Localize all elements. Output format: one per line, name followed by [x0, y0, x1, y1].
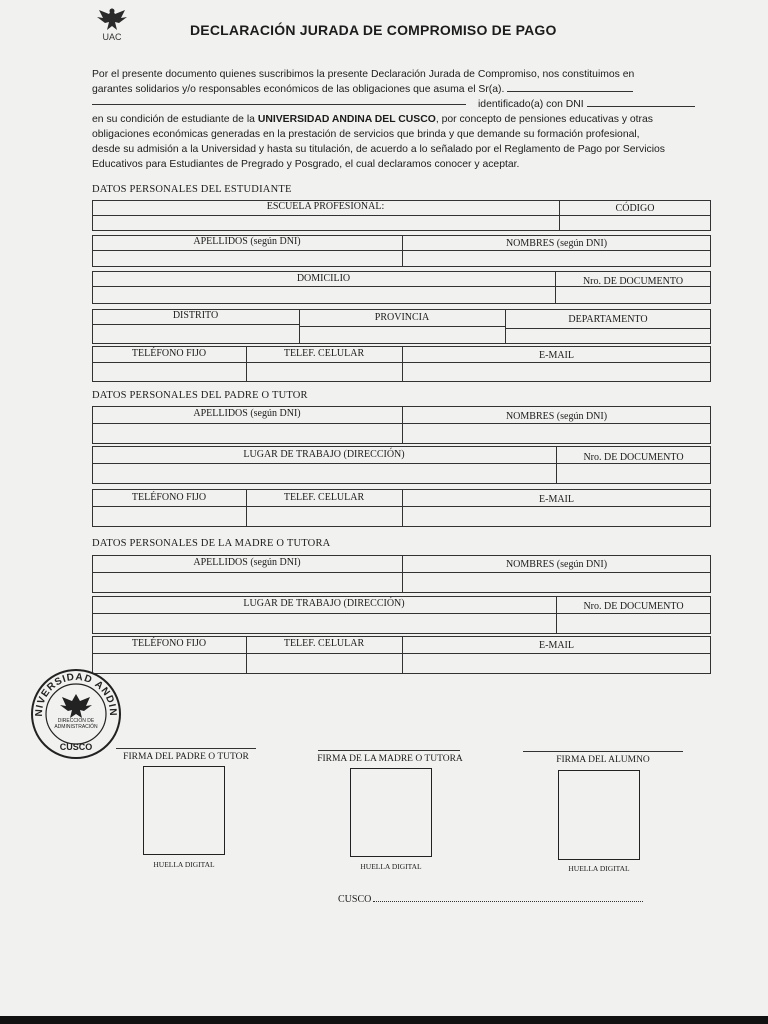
escuela-field[interactable]	[93, 216, 559, 230]
mother-celular-field[interactable]	[247, 654, 402, 673]
student-signature-line[interactable]	[523, 751, 683, 752]
mother-signature-line[interactable]	[318, 750, 460, 751]
father-nro-doc-header: Nro. DE DOCUMENTO	[583, 452, 684, 463]
departamento-header: DEPARTAMENTO	[568, 314, 648, 325]
student-name-blank-line[interactable]	[92, 104, 466, 105]
mother-huella-label: HUELLA DIGITAL	[360, 862, 422, 871]
mother-nro-doc-header: Nro. DE DOCUMENTO	[583, 601, 684, 612]
student-celular-header: TELEF. CELULAR	[283, 348, 365, 359]
escuela-header: ESCUELA PROFESIONAL:	[266, 201, 385, 212]
father-trabajo-header: LUGAR DE TRABAJO (DIRECCIÓN)	[243, 449, 405, 460]
father-telefono-field[interactable]	[93, 507, 246, 526]
mother-apellidos-header: APELLIDOS (según DNI)	[193, 557, 301, 568]
student-fingerprint-box[interactable]	[558, 770, 640, 860]
mother-nro-doc-field[interactable]	[557, 614, 710, 633]
city-label: CUSCO	[338, 894, 372, 905]
intro-line-3	[478, 97, 718, 112]
mother-email-header: E-MAIL	[539, 640, 574, 651]
mother-celular-header: TELEF. CELULAR	[283, 638, 365, 649]
mother-signature-label: FIRMA DE LA MADRE O TUTORA	[317, 754, 463, 764]
city-date-line	[338, 893, 643, 905]
seal-eagle-icon	[60, 694, 92, 718]
father-email-field[interactable]	[403, 507, 710, 526]
intro-line-4	[92, 112, 712, 127]
provincia-field[interactable]	[300, 327, 505, 343]
student-signature-label: FIRMA DEL ALUMNO	[556, 755, 650, 765]
student-nombres-field[interactable]	[403, 251, 710, 266]
student-apellidos-header: APELLIDOS (según DNI)	[193, 236, 301, 247]
father-section-title: DATOS PERSONALES DEL PADRE O TUTOR	[92, 390, 308, 401]
provincia-header: PROVINCIA	[374, 312, 430, 323]
domicilio-header: DOMICILIO	[296, 273, 351, 284]
mother-email-field[interactable]	[403, 654, 710, 673]
distrito-header: DISTRITO	[172, 310, 219, 321]
mother-apellidos-field[interactable]	[93, 573, 402, 592]
father-nro-doc-field[interactable]	[557, 464, 710, 483]
student-nro-doc-field[interactable]	[556, 287, 710, 303]
father-email-header: E-MAIL	[539, 494, 574, 505]
father-fingerprint-box[interactable]	[143, 766, 225, 855]
university-logo	[94, 6, 130, 48]
father-signature-line[interactable]	[116, 748, 256, 749]
student-email-field[interactable]	[403, 363, 710, 381]
student-apellidos-field[interactable]	[93, 251, 402, 266]
father-celular-field[interactable]	[247, 507, 402, 526]
father-huella-label: HUELLA DIGITAL	[153, 860, 215, 869]
intro-line-7: Educativos para Estudiantes de Pregrado y Posgrado, el cual declaramos conocer y aceptar.	[92, 159, 520, 170]
student-nombres-header: NOMBRES (según DNI)	[505, 238, 608, 249]
seal-bottom-text: CUSCO	[59, 742, 93, 752]
eagle-emblem-icon	[95, 6, 129, 32]
mother-section-title: DATOS PERSONALES DE LA MADRE O TUTORA	[92, 538, 331, 549]
intro-line-5: obligaciones económicas generadas en la prestación de servicios que brinda y que demande su formación profesional,	[92, 129, 640, 140]
father-nombres-field[interactable]	[403, 424, 710, 443]
mother-nombres-header: NOMBRES (según DNI)	[505, 559, 608, 570]
father-telefono-header: TELÉFONO FIJO	[131, 492, 207, 503]
father-apellidos-field[interactable]	[93, 424, 402, 443]
page-title: DECLARACIÓN JURADA DE COMPROMISO DE PAGO	[190, 22, 557, 38]
seal-inner-text: DIRECCIÓN DE ADMINISTRACIÓN	[54, 718, 98, 730]
logo-label: UAC	[102, 32, 122, 42]
father-celular-header: TELEF. CELULAR	[283, 492, 365, 503]
codigo-header: CÓDIGO	[615, 203, 655, 214]
student-celular-field[interactable]	[247, 363, 402, 381]
father-apellidos-header: APELLIDOS (según DNI)	[193, 408, 301, 419]
student-telefono-field[interactable]	[93, 363, 246, 381]
student-email-header: E-MAIL	[539, 350, 574, 361]
mother-nombres-field[interactable]	[403, 573, 710, 592]
father-trabajo-field[interactable]	[93, 464, 556, 483]
student-name-blank[interactable]	[507, 82, 633, 92]
dni-label: identificado(a) con DNI	[478, 99, 584, 110]
distrito-field[interactable]	[93, 325, 299, 343]
student-section-title: DATOS PERSONALES DEL ESTUDIANTE	[92, 184, 292, 195]
student-nro-doc-header: Nro. DE DOCUMENTO	[582, 276, 684, 287]
intro-line-1: Por el presente documento quienes suscribimos la presente Declaración Jurada de Compromiso, nos constituimos en	[92, 69, 635, 80]
intro-line-6: desde su admisión a la Universidad y hasta su titulación, de acuerdo a lo señalado por el Reglamento de Pago por Servicios	[92, 144, 665, 155]
university-name: UNIVERSIDAD ANDINA DEL CUSCO	[257, 114, 436, 125]
father-signature-label: FIRMA DEL PADRE O TUTOR	[123, 752, 249, 762]
intro-line-2-text: garantes solidarios y/o responsables económicos de las obligaciones que asuma el Sr(a).	[92, 84, 505, 95]
student-dni-blank[interactable]	[587, 97, 695, 107]
codigo-field[interactable]	[560, 216, 710, 230]
intro-line-4-suffix: , por concepto de pensiones educativas y otras	[435, 114, 653, 125]
student-huella-label: HUELLA DIGITAL	[568, 864, 630, 873]
mother-trabajo-field[interactable]	[93, 614, 556, 633]
student-telefono-header: TELÉFONO FIJO	[131, 348, 207, 359]
mother-telefono-header: TELÉFONO FIJO	[131, 638, 207, 649]
intro-line-4-prefix: en su condición de estudiante de la	[92, 114, 255, 125]
scan-bottom-edge	[0, 1016, 768, 1024]
mother-fingerprint-box[interactable]	[350, 768, 432, 857]
date-blank[interactable]	[373, 893, 643, 902]
domicilio-field[interactable]	[93, 287, 555, 303]
departamento-field[interactable]	[506, 329, 710, 343]
mother-trabajo-header: LUGAR DE TRABAJO (DIRECCIÓN)	[243, 598, 405, 609]
father-nombres-header: NOMBRES (según DNI)	[505, 411, 608, 422]
intro-line-2	[92, 82, 712, 97]
seal-top-text: NIVERSIDAD ANDIN	[33, 671, 119, 717]
university-seal-stamp	[28, 664, 124, 760]
